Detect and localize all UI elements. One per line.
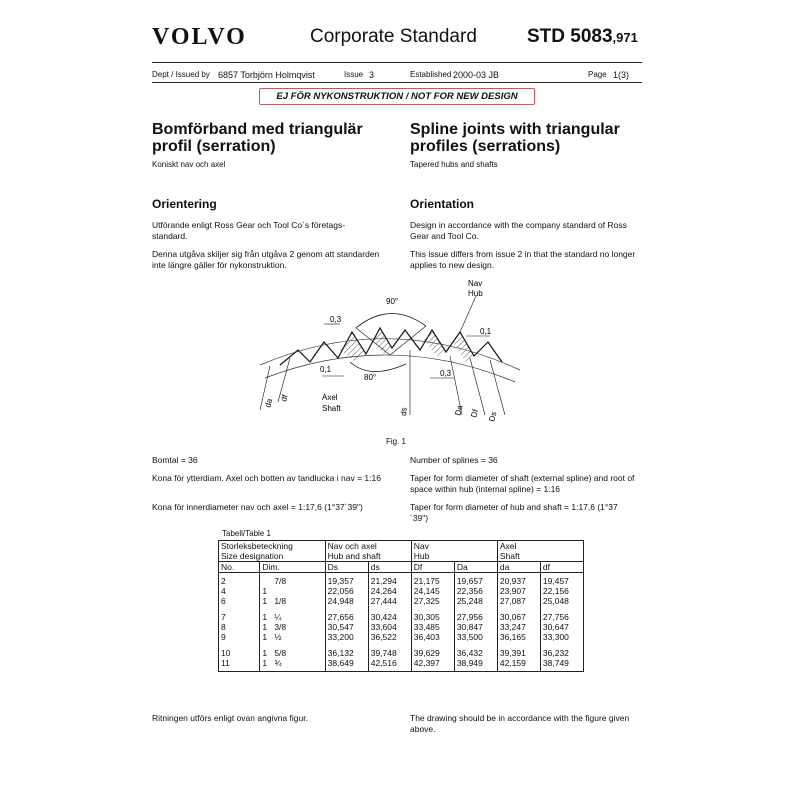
df-label: df [279,393,290,403]
orientation-p2-english: This issue differs from issue 2 in that the standard no longer applies to new design. [410,249,636,270]
established-value: 2000-03 JB [453,70,500,80]
table-cell: 27,656 30,547 33,200 [325,609,368,645]
figure-caption: Fig. 1 [386,437,407,446]
arc-inner [265,355,515,382]
title-english: Spline joints with triangular profiles (serrations) [410,121,620,155]
standard-number: STD 5083,971 [527,26,638,47]
table-cell: 1 ¼ 1 3/8 1 ½ [260,609,325,645]
col-Da: Da [454,562,497,573]
note-splines-english: Number of splines = 36 [410,455,498,465]
col-Ds: Ds [325,562,368,573]
table-cell: 39,391 42,159 [497,645,540,672]
table-cell: 20,937 23,907 27,087 [497,573,540,610]
table-caption: Tabell/Table 1 [222,529,271,538]
nav-label: Nav [468,279,483,288]
col-dim: Dim. [260,562,325,573]
footer-english: The drawing should be in accordance with the figure given above. [410,713,630,734]
col-ds: ds [368,562,411,573]
dim-03-left: 0,3 [330,315,342,324]
angle-90-label: 90° [386,297,399,306]
orientation-heading-swedish: Orientering [152,197,217,211]
angle-90-arc [356,313,426,328]
issue-label: Issue [344,70,364,79]
table-cell: 19,457 22,156 25,048 [540,573,583,610]
table-cell: 27,756 30,647 33,300 [540,609,583,645]
issue-value: 3 [369,70,375,80]
note-taper-outer-english: Taper for form diameter of shaft (external spline) and root of space within hub (internal spline) = 1:16 [410,473,635,494]
table-cell: 30,067 33,247 36,165 [497,609,540,645]
note-taper-outer-swedish: Kona för ytterdiam. Axel och botten av tandlucka i nav = 1:16 [152,473,381,483]
meta-rule [152,82,642,83]
table-cell: 10 11 [219,645,260,672]
dept-label: Dept / Issued by [152,70,210,79]
established-label: Established [410,70,452,79]
document-type: Corporate Standard [310,26,477,47]
angle-80-label: 80° [364,373,377,382]
col-Df: Df [411,562,454,573]
note-taper-inner-english: Taper for form diameter of hub and shaft = 1:17,6 (1°37´39") [410,502,618,523]
shaft-header: Axel Shaft [497,541,583,562]
table-cell: 39,748 42,516 [368,645,411,672]
page-value: 1(3) [613,70,630,80]
title-swedish: Bomförband med triangulär profil (serration) [152,121,363,155]
note-splines-swedish: Bomtal = 36 [152,455,198,465]
dim-01-left: 0,1 [320,365,332,374]
col-da: da [497,562,540,573]
table-cell: 36,432 38,949 [454,645,497,672]
dimension-table [218,540,584,672]
table-cell: 30,424 33,604 36,522 [368,609,411,645]
ds-label: ds [399,406,409,417]
table-cell: 36,232 38,749 [540,645,583,672]
dim-03-right: 0,3 [440,369,452,378]
subtitle-swedish: Koniskt nav och axel [152,160,226,169]
col-no: No. [219,562,260,573]
table-cell: 30,305 33,485 36,403 [411,609,454,645]
angle-80-arc [350,362,406,372]
table-cell: 27,956 30,847 33,500 [454,609,497,645]
not-for-new-design-banner: EJ FÖR NYKONSTRUKTION / NOT FOR NEW DESIGN [259,88,535,105]
orientation-p1-english: Design in accordance with the company standard of Ross Gear and Tool Co. [410,220,627,241]
orientation-p1-swedish: Utförande enligt Ross Gear och Tool Co´s företags-standard. [152,220,346,241]
header-rule [152,62,642,63]
table-cell: 7 8 9 [219,609,260,645]
table-cell: 21,294 24,264 27,444 [368,573,411,610]
da-label: da [263,397,275,409]
Ds-label: Ds [487,410,499,423]
col-df: df [540,562,583,573]
table-group [219,609,584,645]
spline-profile-figure [240,270,540,435]
table-cell: 1 5/8 1 ¾ [260,645,325,672]
Da-label: Da [453,404,465,417]
table-group [219,645,584,672]
table-group [219,573,584,610]
Df-label: Df [469,408,481,419]
subtitle-english: Tapered hubs and shafts [410,160,498,169]
volvo-logo: VOLVO [152,24,247,50]
page-label: Page [588,70,607,79]
table-cell: 21,175 24,145 27,325 [411,573,454,610]
table-cell: 7/8 1 1 1/8 [260,573,325,610]
shaft-label: Shaft [322,404,341,413]
hub-label: Hub [468,289,483,298]
dim-01-right: 0,1 [480,327,492,336]
table-cell: 19,357 22,056 24,948 [325,573,368,610]
table-cell: 2 4 6 [219,573,260,610]
orientation-p2-swedish: Denna utgåva skiljer sig från utgåva 2 genom att standarden inte längre gäller för nykonstruktion. [152,249,380,270]
size-designation-header: Storleksbeteckning Size designation [219,541,326,562]
hub-header: Nav Hub [411,541,497,562]
orientation-heading-english: Orientation [410,197,475,211]
note-taper-inner-swedish: Kona för innerdiameter nav och axel = 1:17,6 (1°37´39") [152,502,363,512]
footer-swedish: Ritningen utförs enligt ovan angivna figur. [152,713,308,723]
table-cell: 19,657 22,356 25,248 [454,573,497,610]
axel-label: Axel [322,393,338,402]
arc-outer [260,339,520,370]
table-cell: 39,629 42,397 [411,645,454,672]
table-cell: 36,132 38,649 [325,645,368,672]
hub-shaft-header: Nav och axel Hub and shaft [325,541,411,562]
dept-value: 6857 Torbjörn Holmqvist [218,70,315,80]
